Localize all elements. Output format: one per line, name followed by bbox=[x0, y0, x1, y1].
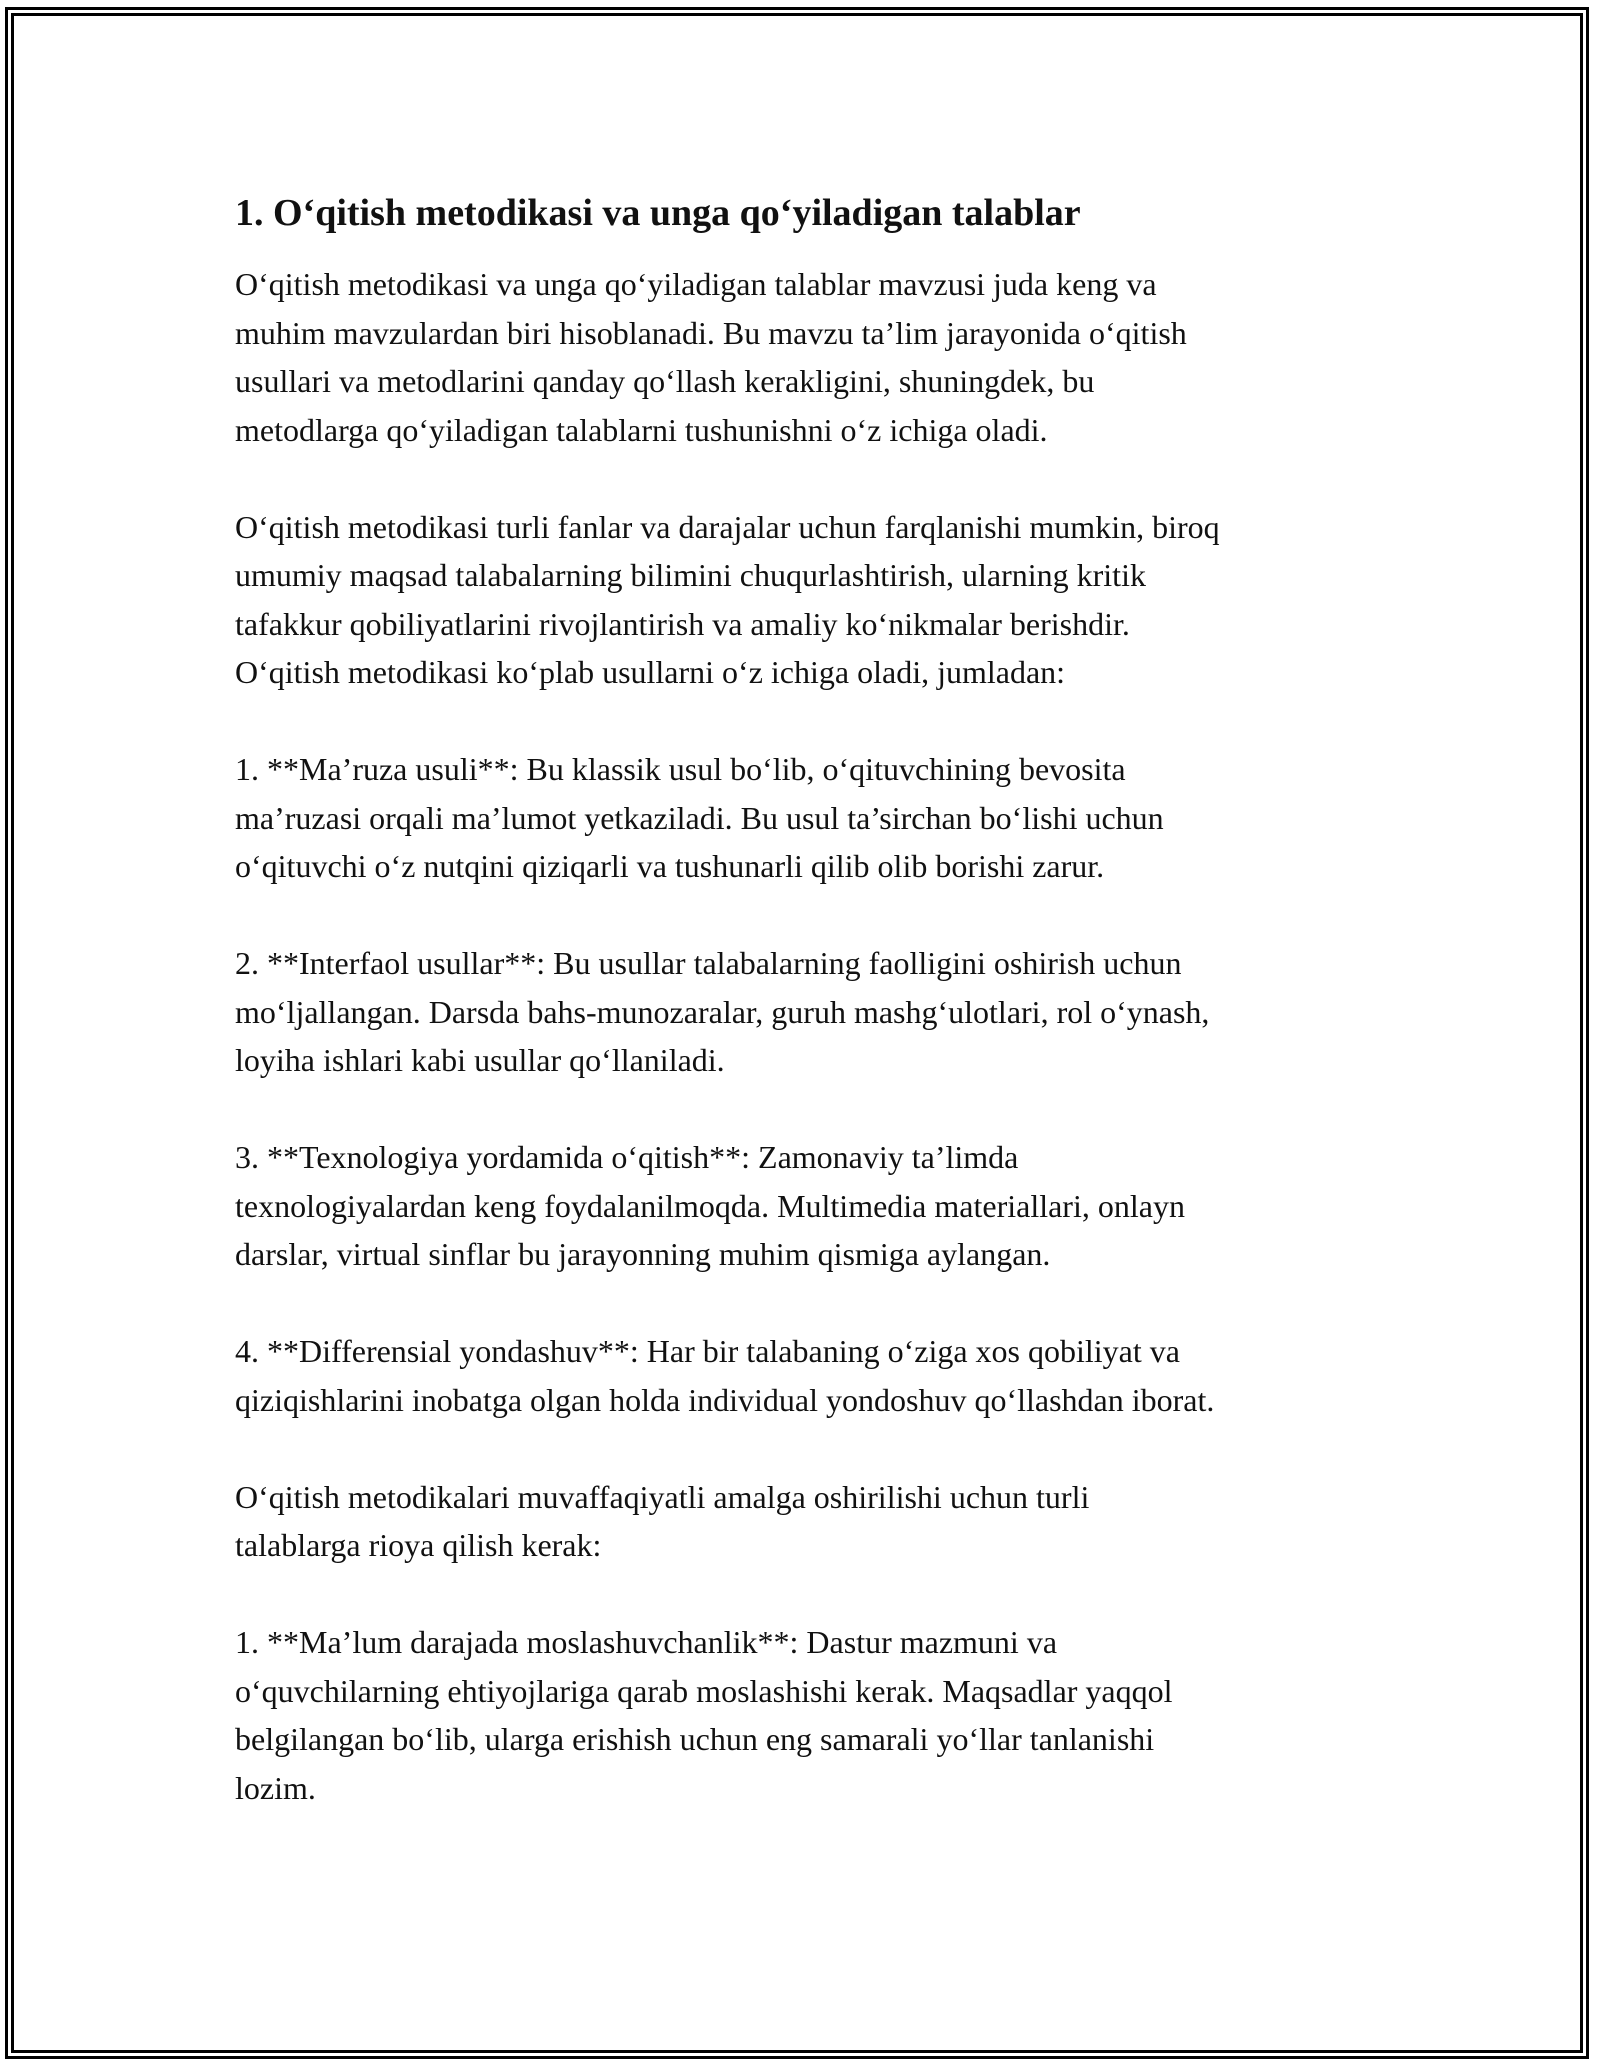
list-item-lecture-method: 1. **Ma’ruza usuli**: Bu klassik usul boʻlib, oʻqituvchining bevosita ma’ruzasi orqali ma’lumot yetkaziladi. Bu usul ta’sirchan boʻlishi uchun oʻqituvchi oʻz nutqini qiziqarli va tushunarli qilib olib borishi zarur. bbox=[235, 751, 1164, 884]
paragraph-methods-overview: Oʻqitish metodikasi turli fanlar va darajalar uchun farqlanishi mumkin, biroq umumiy maqsad talabalarning bilimini chuqurlashtirish, ularning kritik tafakkur qobiliyatlarini rivojlantirish va amaliy koʻnikmalar berishdir. Oʻqitish metodikasi koʻplab usullarni oʻz ichiga oladi, jumladan: bbox=[235, 508, 1220, 690]
page-title: 1. Oʻqitish metodikasi va unga qoʻyiladigan talablar bbox=[235, 192, 1081, 234]
paragraph-intro: Oʻqitish metodikasi va unga qoʻyiladigan talablar mavzusi juda keng va muhim mavzulardan biri hisoblanadi. Bu mavzu ta’lim jarayonida oʻqitish usullari va metodlarini qanday qoʻllash kerakligini, shuningdek, bu metodlarga qoʻyiladigan talablarni tushunishni oʻz ichiga oladi. bbox=[235, 266, 1187, 448]
document-body bbox=[235, 188, 1375, 1861]
list-item-technology-teaching: 3. **Texnologiya yordamida oʻqitish**: Zamonaviy ta’limda texnologiyalardan keng foydalanilmoqda. Multimedia materiallari, onlayn darslar, virtual sinflar bu jarayonning muhim qismiga aylangan. bbox=[235, 1139, 1185, 1272]
list-item-flexibility: 1. **Ma’lum darajada moslashuvchanlik**: Dastur mazmuni va oʻquvchilarning ehtiyojlariga qarab moslashishi kerak. Maqsadlar yaqqol belgilangan boʻlib, ularga erishish uchun eng samarali yoʻllar tanlanishi lozim. bbox=[235, 1624, 1173, 1806]
list-item-differential-approach: 4. **Differensial yondashuv**: Har bir talabaning oʻziga xos qobiliyat va qiziqishlarini inobatga olgan holda individual yondoshuv qoʻllashdan iborat. bbox=[235, 1333, 1215, 1418]
list-item-interactive-methods: 2. **Interfaol usullar**: Bu usullar talabalarning faolligini oshirish uchun moʻljallangan. Darsda bahs-munozaralar, guruh mashgʻulotlari, rol oʻynash, loyiha ishlari kabi usullar qoʻllaniladi. bbox=[235, 945, 1210, 1078]
paragraph-requirements-intro: Oʻqitish metodikalari muvaffaqiyatli amalga oshirilishi uchun turli talablarga rioya qilish kerak: bbox=[235, 1478, 1090, 1563]
